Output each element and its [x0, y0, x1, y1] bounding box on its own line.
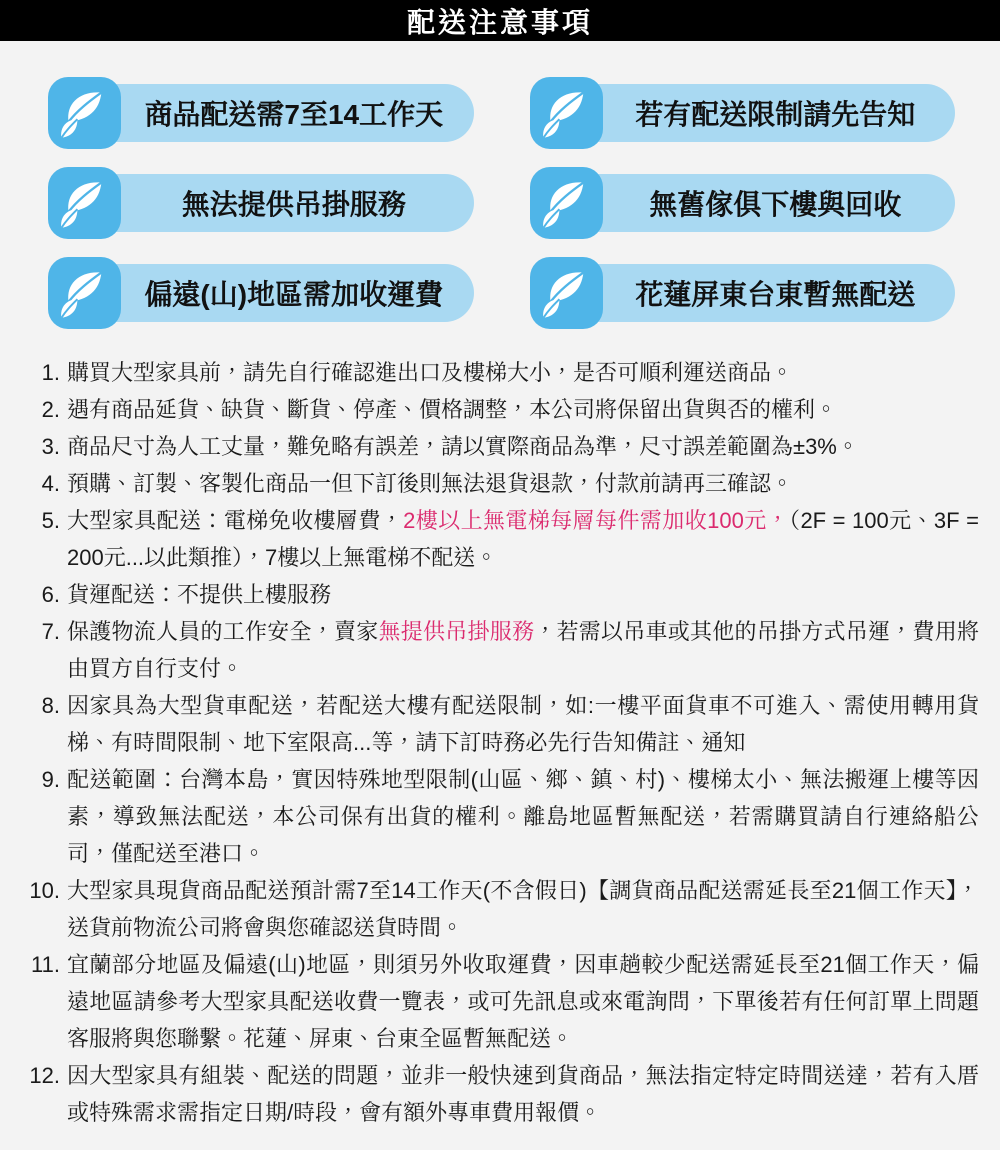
plain-text: 遇有商品延貨、缺貨、斷貨、停產、價格調整，本公司將保留出貨與否的權利。 — [67, 397, 838, 422]
badge-no-hoisting — [48, 167, 474, 239]
badge-label: 無法提供吊掛服務 — [181, 189, 406, 220]
badge-label: 商品配送需7至14工作天 — [144, 99, 444, 130]
note-item — [18, 761, 982, 872]
note-item — [18, 687, 982, 761]
note-item — [18, 502, 982, 576]
note-text — [67, 613, 979, 687]
note-number: 9. — [41, 767, 60, 792]
note-item — [18, 428, 982, 465]
plain-text: 預購、訂製、客製化商品一但下訂後則無法退貨退款，付款前請再三確認。 — [67, 471, 794, 496]
title-bar — [0, 0, 1000, 41]
note-item — [18, 465, 982, 502]
leaf-icon — [530, 257, 603, 329]
note-number: 12. — [29, 1063, 60, 1088]
note-text — [67, 761, 979, 872]
note-number: 7. — [41, 619, 60, 644]
badge-no-east-delivery — [530, 257, 956, 329]
badge-no-removal — [530, 167, 956, 239]
note-number: 1. — [41, 360, 60, 385]
note-item — [18, 613, 982, 687]
plain-text: 因大型家具有組裝、配送的問題，並非一般快速到貨商品，無法指定特定時間送達，若有入厝或特殊需求需指定日期/時段，會有額外專車費用報價。 — [67, 1063, 979, 1125]
leaf-icon — [530, 77, 603, 149]
note-text — [67, 428, 979, 465]
badge-delivery-days — [48, 77, 474, 149]
plain-text: 宜蘭部分地區及偏遠(山)地區，則須另外收取運費，因車趟較少配送需延長至21個工作天，偏遠地區請參考大型家具配送收費一覽表，或可先訊息或來電詢問，下單後若有任何訂單上問題客服將與您聯繫。花蓮、屏東、台東全區暫無配送。 — [67, 952, 979, 1051]
note-item — [18, 1057, 982, 1131]
note-number: 10. — [29, 878, 60, 903]
note-text — [67, 1057, 979, 1131]
plain-text: 配送範圍：台灣本島，實因特殊地型限制(山區、鄉、鎮、村)、樓梯太小、無法搬運上樓等因素，導致無法配送，本公司保有出貨的權利。離島地區暫無配送，若需購買請自行連絡船公司，僅配送至港口。 — [67, 767, 979, 866]
note-item — [18, 872, 982, 946]
note-number: 11. — [31, 952, 60, 977]
badge-label: 偏遠(山)地區需加收運費 — [144, 279, 444, 310]
badge-limit-notice — [530, 77, 956, 149]
note-item — [18, 946, 982, 1057]
highlighted-text: 2樓以上無電梯每層每件需加收100元， — [403, 508, 790, 533]
note-number: 5. — [41, 508, 60, 533]
plain-text: 大型家具現貨商品配送預計需7至14工作天(不含假日)【調貨商品配送需延長至21個工作天】，送貨前物流公司將會與您確認送貨時間。 — [67, 878, 979, 940]
plain-text: ，若需以吊車或其他的吊掛方式吊運，費用將由買方自行支付。 — [67, 619, 979, 681]
note-text — [67, 391, 979, 428]
note-text — [67, 502, 979, 576]
badge-label: 若有配送限制請先告知 — [635, 99, 916, 130]
leaf-icon — [48, 77, 121, 149]
plain-text: 商品尺寸為人工丈量，難免略有誤差，請以實際商品為準，尺寸誤差範圍為±3%。 — [67, 434, 859, 459]
page-title: 配送注意事項 — [406, 6, 593, 38]
note-text — [67, 354, 979, 391]
plain-text: 因家具為大型貨車配送，若配送大樓有配送限制，如:一樓平面貨車不可進入、需使用轉用貨梯、有時間限制、地下室限高...等，請下訂時務必先行告知備註、通知 — [67, 693, 979, 755]
badge-label: 無舊傢俱下樓與回收 — [649, 189, 902, 220]
note-number: 8. — [41, 693, 60, 718]
leaf-icon — [48, 257, 121, 329]
badge-label: 花蓮屏東台東暫無配送 — [635, 279, 916, 310]
note-number: 3. — [41, 434, 60, 459]
note-number: 2. — [41, 397, 60, 422]
note-number: 4. — [41, 471, 60, 496]
note-text — [67, 872, 979, 946]
note-item — [18, 576, 982, 613]
note-text — [67, 576, 979, 613]
plain-text: 貨運配送：不提供上樓服務 — [67, 582, 332, 607]
note-item — [18, 391, 982, 428]
leaf-icon — [48, 167, 121, 239]
note-text — [67, 687, 979, 761]
delivery-notes-list — [0, 329, 1000, 1131]
plain-text: 大型家具配送：電梯免收樓層費， — [67, 508, 404, 533]
badge-grid — [0, 41, 1000, 329]
leaf-icon — [530, 167, 603, 239]
badge-remote-fee — [48, 257, 474, 329]
note-item — [18, 354, 982, 391]
plain-text: 購買大型家具前，請先自行確認進出口及樓梯大小，是否可順利運送商品。 — [67, 360, 794, 385]
plain-text: 保護物流人員的工作安全，賣家 — [67, 619, 379, 644]
plain-text: （2F = 100元、3F = 200元...以此類推），7樓以上無電梯不配送。 — [67, 508, 979, 570]
note-text — [67, 465, 979, 502]
note-text — [67, 946, 979, 1057]
note-number: 6. — [41, 582, 60, 607]
highlighted-text: 無提供吊掛服務 — [378, 619, 535, 644]
